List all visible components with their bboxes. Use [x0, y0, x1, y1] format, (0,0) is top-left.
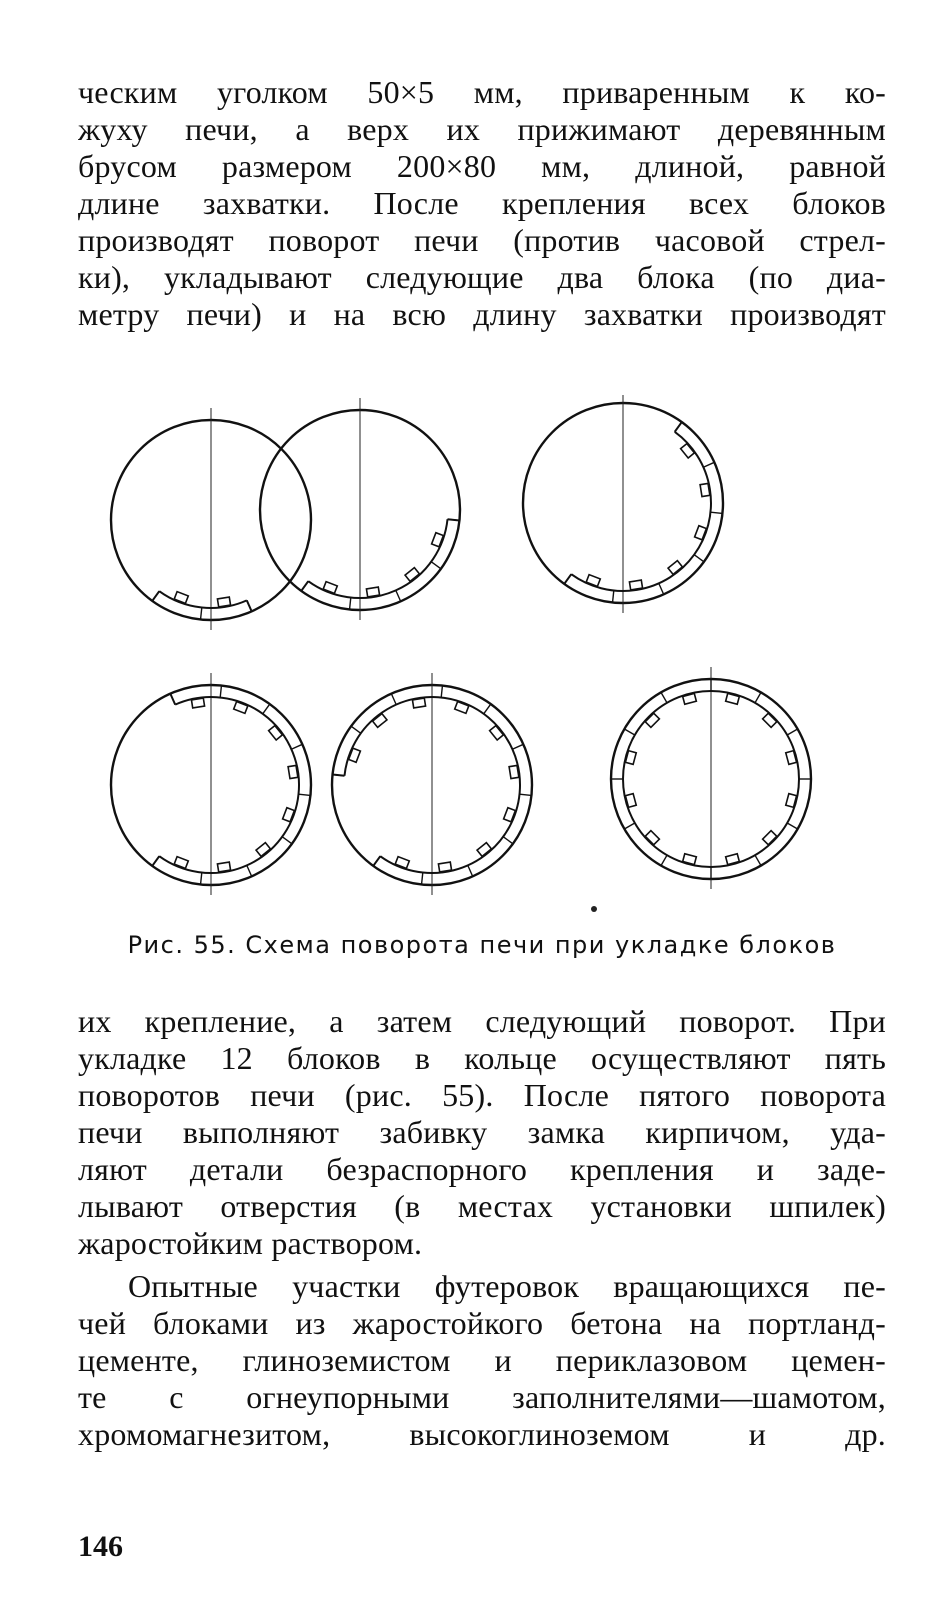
block-joint [675, 422, 682, 432]
fastening-lug [700, 483, 710, 496]
text-line: ляют детали безраспорного крепления и заде- [78, 1151, 886, 1187]
text-line: жаростойким раствором. [78, 1225, 423, 1261]
block-joint [301, 581, 308, 591]
block-joint [661, 692, 667, 702]
fastening-lug [763, 713, 777, 727]
block-joint [282, 837, 292, 844]
fastening-lug [256, 843, 270, 857]
kiln-diagram [523, 395, 723, 613]
fastening-lug [217, 597, 230, 607]
fastening-lug [629, 580, 642, 590]
text-line: длине захватки. После крепления всех блоков [78, 185, 886, 221]
block-joint [755, 692, 761, 702]
fastening-lug [668, 561, 682, 575]
paragraph-next [78, 1268, 886, 1453]
block-joint [512, 744, 523, 749]
lining-inner [159, 591, 247, 608]
block-joint [391, 694, 396, 705]
text-line: печи выполняют забивку замка кирпичом, уда- [78, 1114, 886, 1150]
kiln-diagram [332, 673, 532, 895]
text-line: их крепление, а затем следующий поворот. При [78, 1003, 886, 1039]
block-joint [624, 823, 634, 829]
block-joint [755, 855, 761, 865]
fastening-lug [681, 444, 695, 458]
text-line: ческим уголком 50×5 мм, приваренным к ко- [78, 74, 886, 110]
fastening-lug [288, 765, 298, 778]
fastening-lug [490, 726, 504, 740]
block-joint [613, 591, 614, 603]
block-joint [170, 694, 175, 705]
block-joint [201, 608, 202, 620]
block-joint [659, 583, 664, 594]
paragraph-bottom [78, 1003, 886, 1262]
text-line: жуху печи, а верх их прижимают деревянным [78, 111, 886, 147]
text-line: ки), укладывают следующие два блока (по диа- [78, 259, 886, 295]
text-line: поворотов печи (рис. 55). После пятого поворота [78, 1077, 886, 1113]
text-line: брусом размером 200×80 мм, длиной, равной [78, 148, 886, 184]
block-joint [247, 865, 252, 876]
text-line: цементе, глиноземистом и периклазовом цемен- [78, 1342, 886, 1378]
block-joint [694, 555, 704, 562]
block-joint [503, 837, 513, 844]
fastening-lug [405, 568, 419, 582]
block-joint [299, 794, 311, 795]
kiln-diagram [111, 673, 311, 895]
block-joint [661, 855, 667, 865]
block-joint [291, 744, 302, 749]
kiln-diagram [260, 398, 460, 620]
text-line: те с огнеупорными заполнителями—шамотом, [78, 1379, 886, 1415]
block-joint [152, 591, 159, 601]
text-line: хромомагнезитом, высокоглиноземом и др. [78, 1416, 886, 1452]
kiln-diagram [111, 408, 311, 630]
lining-inner [159, 697, 299, 873]
block-joint [711, 512, 723, 513]
fastening-lug [763, 831, 777, 845]
fastening-lug [477, 843, 491, 857]
block-joint [220, 686, 221, 698]
kiln-diagram [611, 667, 811, 889]
figure-kiln-rotation [78, 395, 886, 915]
text-line: производят поворот печи (против часовой стрел- [78, 222, 886, 258]
text-line: метру печи) и на всю длину захватки производят [78, 296, 886, 332]
block-joint [624, 729, 634, 735]
block-joint [350, 598, 351, 610]
block-joint [441, 686, 442, 698]
fastening-lug [438, 862, 451, 872]
block-joint [396, 590, 401, 601]
text-line: лывают отверстия (в местах установки шпилек) [78, 1188, 886, 1224]
fastening-lug [217, 862, 230, 872]
block-joint [564, 574, 571, 584]
block-joint [422, 873, 423, 885]
block-joint [351, 726, 361, 733]
fastening-lug [645, 831, 659, 845]
block-joint [787, 823, 797, 829]
block-joint [787, 729, 797, 735]
text-line: укладке 12 блоков в кольце осуществляют пять [78, 1040, 886, 1076]
block-joint [468, 865, 473, 876]
fastening-lug [509, 765, 519, 778]
page-number: 146 [78, 1530, 123, 1563]
kiln-diagrams [78, 395, 886, 915]
block-joint [247, 600, 252, 611]
paragraph-top [78, 74, 886, 333]
block-joint [484, 704, 491, 714]
fastening-lug [191, 698, 204, 708]
figure-caption: Рис. 55. Схема поворота печи при укладке блоков [127, 931, 837, 959]
block-joint [152, 856, 159, 866]
fastening-lug [366, 587, 379, 597]
text-line: Опытные участки футеровок вращающихся пе- [128, 1268, 886, 1304]
block-joint [431, 562, 441, 569]
fastening-lug [645, 713, 659, 727]
text-line: чей блоками из жаростойкого бетона на портланд- [78, 1305, 886, 1341]
fastening-lug [412, 698, 425, 708]
block-joint [703, 462, 714, 467]
block-joint [373, 856, 380, 866]
block-joint [263, 704, 270, 714]
block-joint [520, 794, 532, 795]
block-joint [201, 873, 202, 885]
fastening-lug [269, 726, 283, 740]
fastening-lug [373, 714, 387, 728]
print-speck [591, 906, 597, 912]
